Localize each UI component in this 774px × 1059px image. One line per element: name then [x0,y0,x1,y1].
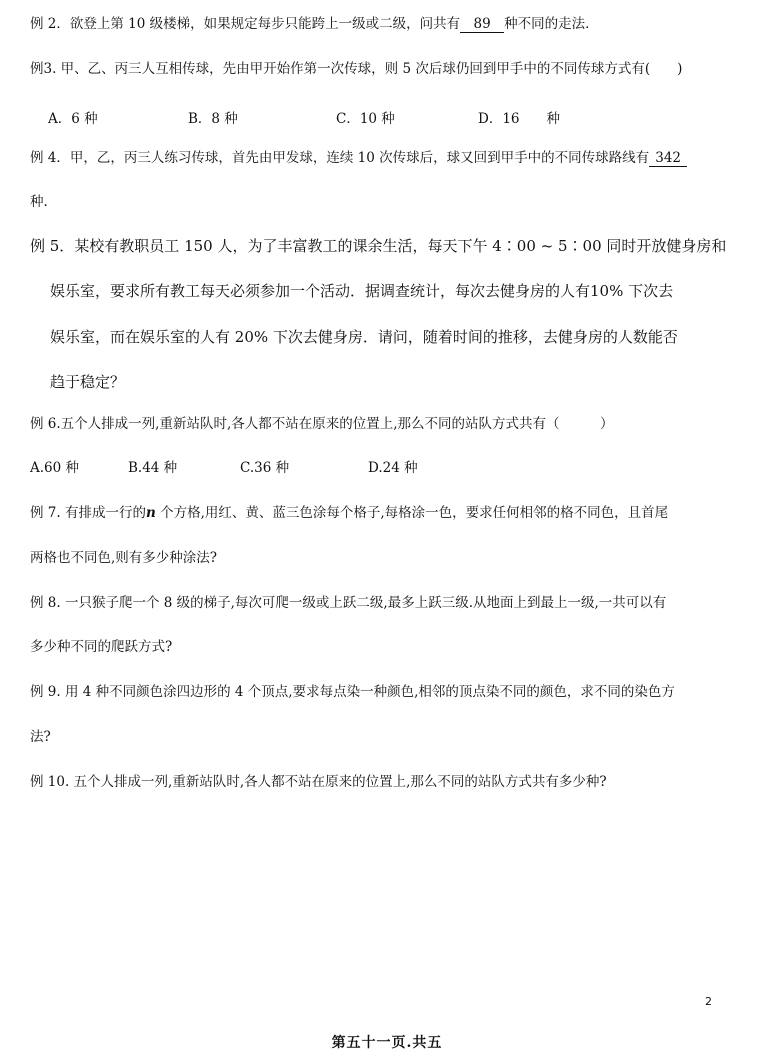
example-3-option-b: B．8 种 [188,111,238,127]
example-10: 例 10. 五个人排成一列,重新站队时,各人都不站在原来的位置上,那么不同的站队方式共有多少种? [30,774,607,790]
example-2 [30,18,599,33]
example-4-text: 例 4．甲，乙，丙三人练习传球，首先由甲发球，连续 10 次传球后，球又回到甲手中的不同传球路线有 [30,150,650,166]
example-6: 例 6.五个人排成一列,重新站队时,各人都不站在原来的位置上,那么不同的站队方式共有（ ） [30,416,614,432]
example-6-option-d: D.24 种 [368,460,418,476]
example-7-text: 例 7. 有排成一行的 [30,505,146,521]
example-3-option-a: A．6 种 [48,111,98,127]
example-7 [30,507,668,521]
example-5-line-2: 娱乐室，要求所有教工每天必须参加一个活动．据调查统计，每次去健身房的人有10% 下次去 [50,282,674,300]
example-6-option-b: B.44 种 [128,460,178,476]
page-number: 2 [705,995,712,1008]
example-9-line-2: 法? [30,729,51,745]
example-2-text: 例 2．欲登上第 10 级楼梯，如果规定每步只能跨上一级或二级，问共有 [30,16,461,32]
example-6-option-a: A.60 种 [30,460,80,476]
example-8-line-2: 多少种不同的爬跃方式? [30,639,173,655]
example-6-option-c: C.36 种 [240,460,290,476]
example-3: 例3. 甲、乙、丙三人互相传球，先由甲开始作第一次传球，则 5 次后球仍回到甲手中的不同传球方式有( ) [30,61,683,77]
example-8-line-1: 例 8. 一只猴子爬一个 8 级的梯子,每次可爬一级或上跃二级,最多上跃三级.从地面上到最上一级,一共可以有 [30,595,667,611]
example-5-line-1: 例 5．某校有教职员工 150 人，为了丰富教工的课余生活，每天下午 4∶00 ~ 5∶00 同时开放健身房和 [30,237,727,255]
example-9-line-1: 例 9. 用 4 种不同颜色涂四边形的 4 个顶点,要求每点染一种颜色,相邻的顶点染不同的颜色，求不同的染色方 [30,684,675,700]
page-footer: 第五十一页.共五 [331,1035,443,1051]
example-5-line-3: 娱乐室，而在娱乐室的人有 20% 下次去健身房．请问，随着时间的推移，去健身房的人数能否 [50,328,678,346]
example-7-variable: n [145,505,156,521]
example-4-line2: 种. [30,194,48,210]
example-7-line2: 两格也不同色,则有多少种涂法? [30,550,218,566]
example-2-answer: 89 [460,18,504,33]
example-7-suffix: 个方格,用红、黄、蓝三色涂每个格子,每格涂一色，要求任何相邻的格不同色，且首尾 [160,505,669,521]
example-3-option-c: C．10 种 [336,111,395,127]
example-5-line-4: 趋于稳定？ [50,373,126,391]
example-4 [30,152,687,167]
example-4-answer: 342 [649,152,687,167]
example-2-suffix: 种不同的走法． [504,16,599,32]
example-3-option-d: D．16 种 [478,111,561,127]
